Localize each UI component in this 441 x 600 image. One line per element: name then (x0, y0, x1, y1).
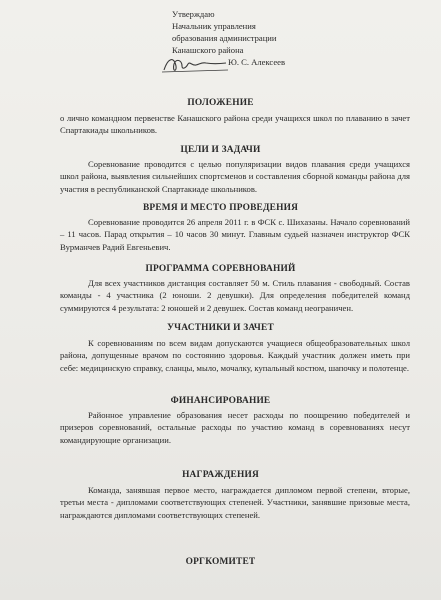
polozhenie-text: о лично командном первенстве Канашского района среди учащихся школ по плаванию в зачет Спартакиады школьников. (60, 113, 410, 136)
section-title-goals: ЦЕЛИ И ЗАДАЧИ (180, 145, 261, 155)
approval-line: Начальник управления (172, 21, 256, 31)
financing-text: Районное управление образования несет расходы по поощрению победителей и призеров соревнований, остальные расходы по участию команд в соревнованиях несут командирующие организации. (60, 410, 410, 445)
approval-line: образования администрации (172, 33, 277, 43)
section-title-participants: УЧАСТНИКИ И ЗАЧЕТ (167, 323, 274, 333)
section-title-awards: НАГРАЖДЕНИЯ (182, 470, 259, 480)
program-text: Для всех участников дистанция составляет 50 м. Стиль плавания - свободный. Состав команды - 4 участника (2 юноши. 2 девушки). Для определения победителей команд суммируются 4 результата: 2 юношей и 2 девушек. Состав команд неограничен. (60, 278, 410, 313)
participants-text: К соревнованиям по всем видам допускаются учащиеся общеобразовательных школ района, допущенные врачом по состоянию здоровья. Каждый участник должен иметь при себе: медицинскую справку, сланцы, мыло, мочалку, купальный костюм, шапочку и полотенце. (60, 338, 410, 373)
approval-line: Утверждаю (172, 9, 215, 19)
handwritten-signature (160, 52, 230, 76)
goals-text: Соревнование проводится с целью популяризации видов плавания среди учащихся школ района, выявления сильнейших спортсменов и составления сборной команды района для участия в республиканской Спартакиаде школьников. (60, 159, 410, 194)
approval-line: Канашского района (172, 45, 244, 55)
section-title-program: ПРОГРАММА СОРЕВНОВАНИЙ (145, 264, 296, 274)
awards-text: Команда, занявшая первое место, награждается дипломом первой степени, вторые, третьи места - дипломами соответствующих степеней. Участники, занявшие призовые места, награждаются дипломами соответствующих степеней. (60, 485, 410, 520)
time-place-text: Соревнование проводится 26 апреля 2011 г. в ФСК с. Шихазаны. Начало соревнований – 11 часов. Парад открытия – 10 часов 30 минут. Главным судьей назначен инструктор ФСК Вурманчев Радий Евгеньевич. (60, 217, 410, 252)
section-title-financing: ФИНАНСИРОВАНИЕ (170, 396, 271, 406)
signature-name: Ю. С. Алексеев (228, 57, 286, 67)
section-title-orgcommittee: ОРГКОМИТЕТ (185, 557, 256, 567)
section-title-time-place: ВРЕМЯ И МЕСТО ПРОВЕДЕНИЯ (142, 203, 299, 213)
section-title-polozhenie: ПОЛОЖЕНИЕ (187, 98, 254, 108)
